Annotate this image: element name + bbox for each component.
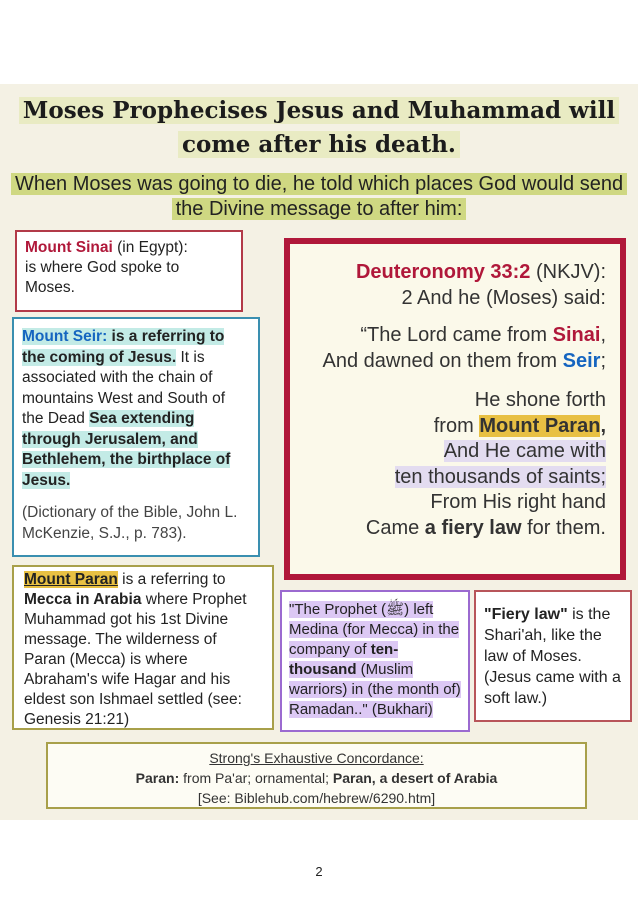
strongs-reference: [See: Biblehub.com/hebrew/6290.htm]: [197, 790, 436, 806]
page-number: 2: [315, 864, 323, 879]
verse-line-seir: And dawned on them from Seir;: [322, 349, 606, 372]
fiery-law-box: "Fiery law" is the Shari'ah, like the law of Moses. (Jesus came with a soft law.): [474, 590, 632, 722]
mount-seir-citation: (Dictionary of the Bible, John L. McKenzie, S.J., p. 783).: [22, 504, 238, 542]
subtitle: When Moses was going to die, he told which places God would send the Divine message to after him:: [0, 172, 638, 222]
mecca-in-arabia: Mecca in Arabia: [24, 591, 142, 608]
verse-line-right-hand: From His right hand: [430, 491, 606, 513]
verse-line-fiery-law: Came a fiery law for them.: [365, 516, 606, 539]
mount-seir-bold1: is a referring to the coming of Jesus.: [22, 328, 225, 366]
deuteronomy-line-2: 2 And he (Moses) said:: [401, 286, 606, 309]
strongs-definition: Paran: from Pa'ar; ornamental; Paran, a desert of Arabia: [135, 770, 498, 786]
strongs-title: Strong's Exhaustive Concordance:: [209, 750, 424, 766]
mount-sinai-box: [15, 230, 243, 312]
strongs-concordance-box: [46, 742, 587, 809]
deuteronomy-reference: Deuteronomy 33:2 (NKJV):: [355, 261, 606, 283]
fiery-law-label: "Fiery law": [484, 606, 568, 623]
verse-line-paran: from Mount Paran,: [433, 414, 606, 437]
mount-sinai-location: (in Egypt):: [112, 239, 188, 256]
mount-seir-box: [12, 317, 260, 557]
mount-sinai-label: Mount Sinai: [25, 239, 113, 256]
bukhari-quote-box: "The Prophet (ﷺ) left Medina (for Mecca) in the company of ten-thousand (Muslim warriors) in (the month of) Ramadan.." (Bukhari): [280, 590, 470, 732]
mount-sinai-text: is where God spoke to Moses.: [25, 259, 180, 296]
mount-seir-bold2: Sea extending through Jerusalem, and Bethlehem, the birthplace of Jesus.: [22, 410, 231, 489]
verse-line-sinai: “The Lord came from Sinai,: [360, 324, 606, 346]
deuteronomy-quote-box: [284, 238, 626, 580]
verse-line-came-with: And He came with: [443, 440, 606, 462]
mount-paran-box: Mount Paran is a referring to Mecca in Arabia where Prophet Muhammad got his 1st Divine message. The wilderness of Paran (Mecca) is where Abraham's wife Hagar and his eldest son Ishmael settled (see: Genesis 21:21): [12, 565, 274, 730]
page-title: Moses Prophecises Jesus and Muhammad will come after his death.: [0, 94, 638, 162]
mount-seir-label: Mount Seir:: [22, 328, 108, 345]
mount-seir-text1: It is associated with the chain of mountains West and South of the Dead: [22, 348, 226, 427]
verse-line-saints: ten thousands of saints;: [394, 465, 606, 488]
mount-seir-paragraph: [22, 327, 250, 491]
mount-paran-label: Mount Paran: [24, 571, 118, 588]
verse-line-shone: He shone forth: [474, 389, 606, 411]
